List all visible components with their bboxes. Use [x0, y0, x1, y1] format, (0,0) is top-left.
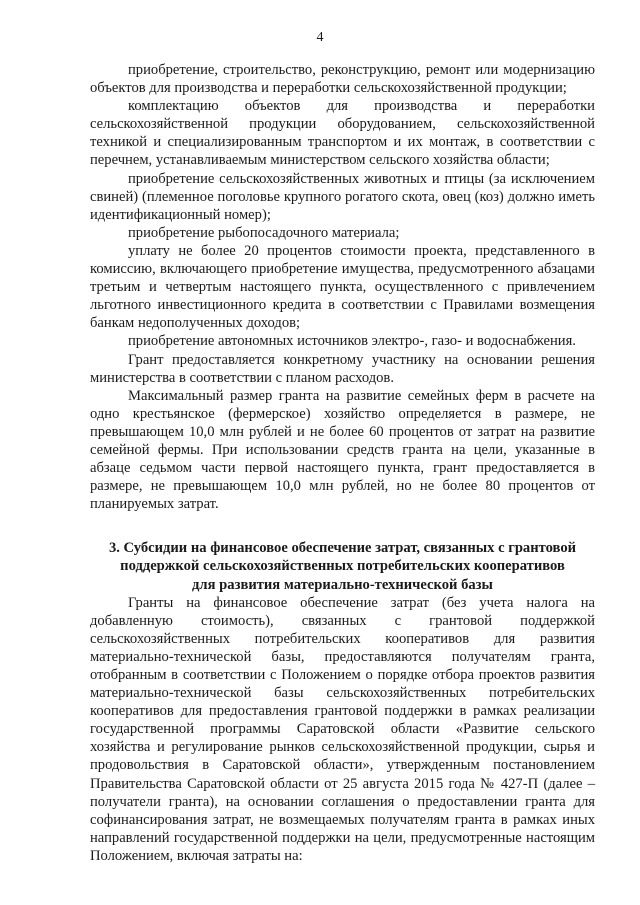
- paragraph-fish-stock: приобретение рыбопосадочного материала;: [128, 224, 400, 241]
- spacer: [90, 513, 595, 539]
- paragraph-autonomous-sources: приобретение автономных источников электро-, газо- и водоснабжения.: [128, 333, 576, 350]
- paragraph-equipment: комплектацию объектов для производства и переработки сельскохозяйственной продукции оборудованием, сельскохозяйственной техникой и специализированным транспортом и их монтаж, в соответствии с перечнем, устанавливаемым министерством сельского хозяйства области;: [90, 98, 595, 169]
- paragraph-max-grant: Максимальный размер гранта на развитие семейных ферм в расчете на одно крестьянское (фермерское) хозяйство определяется в размере, не превышающем 10,0 млн рублей и не более 60 процентов от затрат на развитие семейной фермы. При использовании средств гранта на цели, указанные в абзаце седьмом части первой настоящего пункта, грант предоставляется в размере, не превышающем 10,0 млн рублей, но не более 80 процентов от планируемых затрат.: [90, 387, 595, 513]
- document-body: [90, 61, 595, 865]
- section-heading-line-2: поддержкой сельскохозяйственных потребительских кооперативов: [120, 558, 565, 575]
- section-heading-line-3: для развития материально-технической базы: [192, 576, 493, 593]
- page-number: 4: [316, 30, 324, 45]
- paragraph-livestock: приобретение сельскохозяйственных животных и птицы (за исключением свиней) (племенное поголовье крупного рогатого скота, овец (коз) должно иметь идентификационный номер);: [90, 170, 595, 223]
- paragraph-project-cost: уплату не более 20 процентов стоимости проекта, представленного в комиссию, включающего приобретение имущества, предусмотренного абзацами третьим и четвертым настоящего пункта, осуществленного с привлечением льготного инвестиционного кредита в соответствии с Правилами возмещения банкам недополученных доходов;: [90, 242, 595, 332]
- section-heading-line-1: 3. Субсидии на финансовое обеспечение затрат, связанных с грантовой: [108, 540, 577, 557]
- paragraph-grant-decision: Грант предоставляется конкретному участнику на основании решения министерства в соответствии с планом расходов.: [90, 351, 595, 386]
- paragraph-acquisition-construction: приобретение, строительство, реконструкцию, ремонт или модернизацию объектов для производства и переработки сельскохозяйственной продукции;: [90, 62, 595, 97]
- paragraph-section-grants: Гранты на финансовое обеспечение затрат (без учета налога на добавленную стоимость), связанных с грантовой поддержкой сельскохозяйственных потребительских кооперативов для развития материально-технической базы, предоставляются получателям гранта, отобранным в соответствии с Положением о порядке отбора проектов развития материально-технической базы сельскохозяйственных потребительских кооперативов для предоставления грантовой поддержки в рамках реализации государственной программы Саратовской области «Развитие сельского хозяйства и регулирование рынков сельскохозяйственной продукции, сырья и продовольствия в Саратовской области», утвержденным постановлением Правительства Саратовской области от 25 августа 2015 года № 427-П (далее – получатели гранта), на основании соглашения о предоставлении гранта для софинансирования затрат, не возмещаемых получателям гранта в рамках иных направлений государственной поддержки на цели, предусмотренные настоящим Положением, включая затраты на:: [90, 594, 595, 864]
